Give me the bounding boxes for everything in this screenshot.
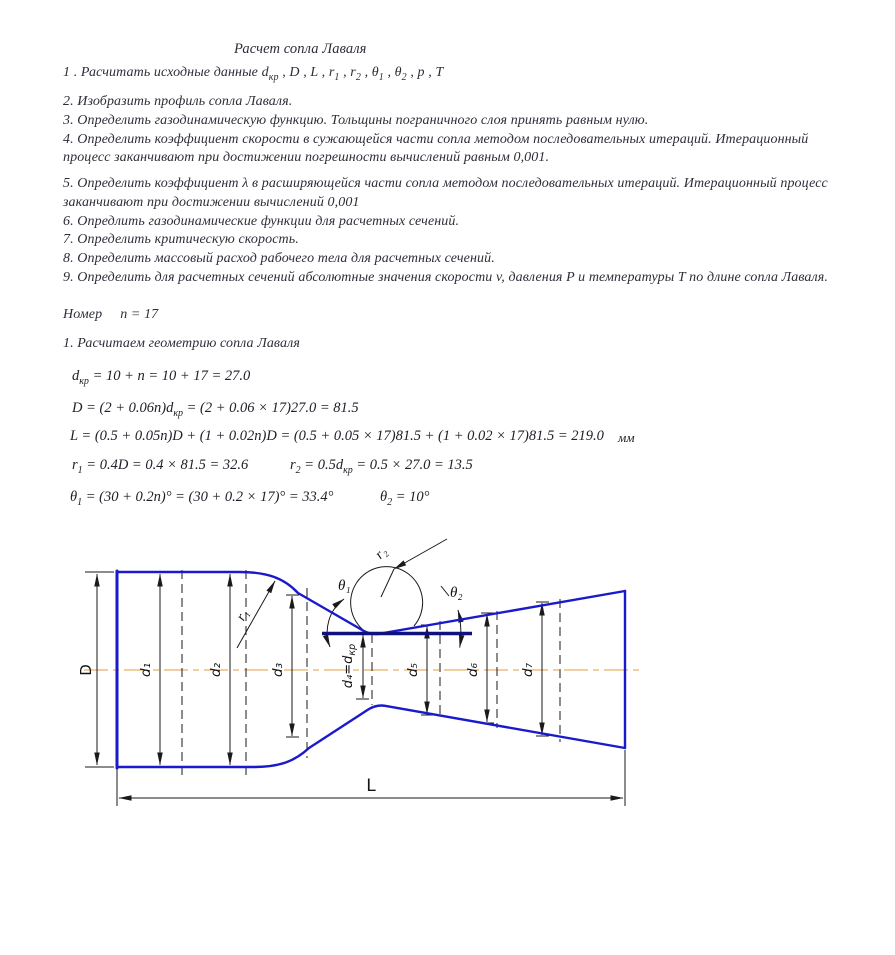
label-d4: $d_4=d_{кр}$ bbox=[341, 643, 358, 689]
formula-dkp: $d_{кр} = 10 + n = 10 + 17 = 27.0$ bbox=[72, 368, 251, 387]
formula-theta1: $\theta_1 = (30 + 0.2n)^\circ = (30 + 0.2 \times 17)^\circ = 33.4^\circ$ bbox=[70, 489, 334, 508]
section-heading: 1. Расчитаем геометрию сопла Лаваля bbox=[63, 336, 300, 351]
task-item-1: 1 . Расчитать исходные данные $d_{кр}$ , D , L , $r_1$ , $r_2$ , $\theta_1$ , $\theta_2$ , p , T bbox=[63, 65, 444, 83]
variant-number: Номер n = 17 bbox=[63, 307, 159, 322]
label-L: L bbox=[366, 776, 376, 796]
theta2-arc bbox=[458, 610, 461, 648]
task-item-5: 5. Определить коэффициент λ в расширяющейся части сопла методом последовательных итераций. Итерационный процесс заканчивают при достижении вычислений 0,001 bbox=[63, 176, 828, 210]
formula-r1: $r_1 = 0.4D = 0.4 \times 81.5 = 32.6$ bbox=[72, 457, 249, 476]
label-theta2: θ₂ bbox=[450, 585, 463, 601]
r2-leader-tail bbox=[381, 569, 394, 597]
station-lines bbox=[182, 570, 560, 776]
formula-r2: $r_2 = 0.5d_{кр} = 0.5 \times 27.0 = 13.5$ bbox=[290, 457, 473, 476]
theta2-leader-tick bbox=[441, 586, 449, 596]
task-item-9: 9. Определить для расчетных сечений абсолютные значения скорости v, давления P и температуры T по длине сопла Лаваля. bbox=[63, 269, 828, 285]
profile-top bbox=[117, 572, 625, 634]
label-d2: d₂ bbox=[208, 663, 224, 677]
label-d3: d₃ bbox=[270, 663, 286, 677]
label-d1: d₁ bbox=[138, 663, 154, 677]
page-title: Расчет сопла Лаваля bbox=[234, 41, 367, 57]
task-item-6: 6. Опредлить газодинамические функции для расчетных сечений. bbox=[63, 213, 460, 229]
task-item-7: 7. Определить критическую скорость. bbox=[63, 232, 299, 248]
label-r2: r₂ bbox=[372, 544, 391, 563]
task-item-4: 4. Определить коэффициент скорости в сужающейся части сопла методом последовательных итераций. Итерационный процесс заканчивают при достижении погрешности вычислений равным 0,001. bbox=[63, 131, 809, 166]
r2-leader bbox=[394, 539, 447, 569]
formula-D: $D = (2 + 0.06n)d_{кр} = (2 + 0.06 \times 17)27.0 = 81.5$ bbox=[72, 400, 359, 419]
task-item-3: 3. Определить газодинамическую функцию. Тольщины пограничного слоя принять равным нулю. bbox=[63, 112, 649, 128]
task-item-8: 8. Определить массовый расход рабочего тела для расчетных сечений. bbox=[63, 251, 495, 267]
label-d7: d₇ bbox=[520, 663, 536, 677]
formula-theta2: $\theta_2 = 10^\circ$ bbox=[380, 489, 430, 508]
label-theta1: θ₁ bbox=[338, 578, 351, 594]
label-D: D bbox=[77, 664, 95, 676]
formula-L: L = (0.5 + 0.05n)D + (1 + 0.02n)D = (0.5 + 0.05 × 17)81.5 + (1 + 0.02 × 17)81.5 = 219.0 bbox=[70, 428, 604, 444]
label-d6: d₆ bbox=[465, 663, 481, 677]
label-d5: d₅ bbox=[405, 663, 421, 677]
r2-arc bbox=[351, 567, 423, 634]
theta1-arc bbox=[327, 599, 344, 647]
formula-L-units: мм bbox=[618, 430, 635, 445]
task-item-2: 2. Изобразить профиль сопла Лаваля. bbox=[63, 94, 293, 109]
label-r1: r₁ bbox=[233, 607, 252, 624]
